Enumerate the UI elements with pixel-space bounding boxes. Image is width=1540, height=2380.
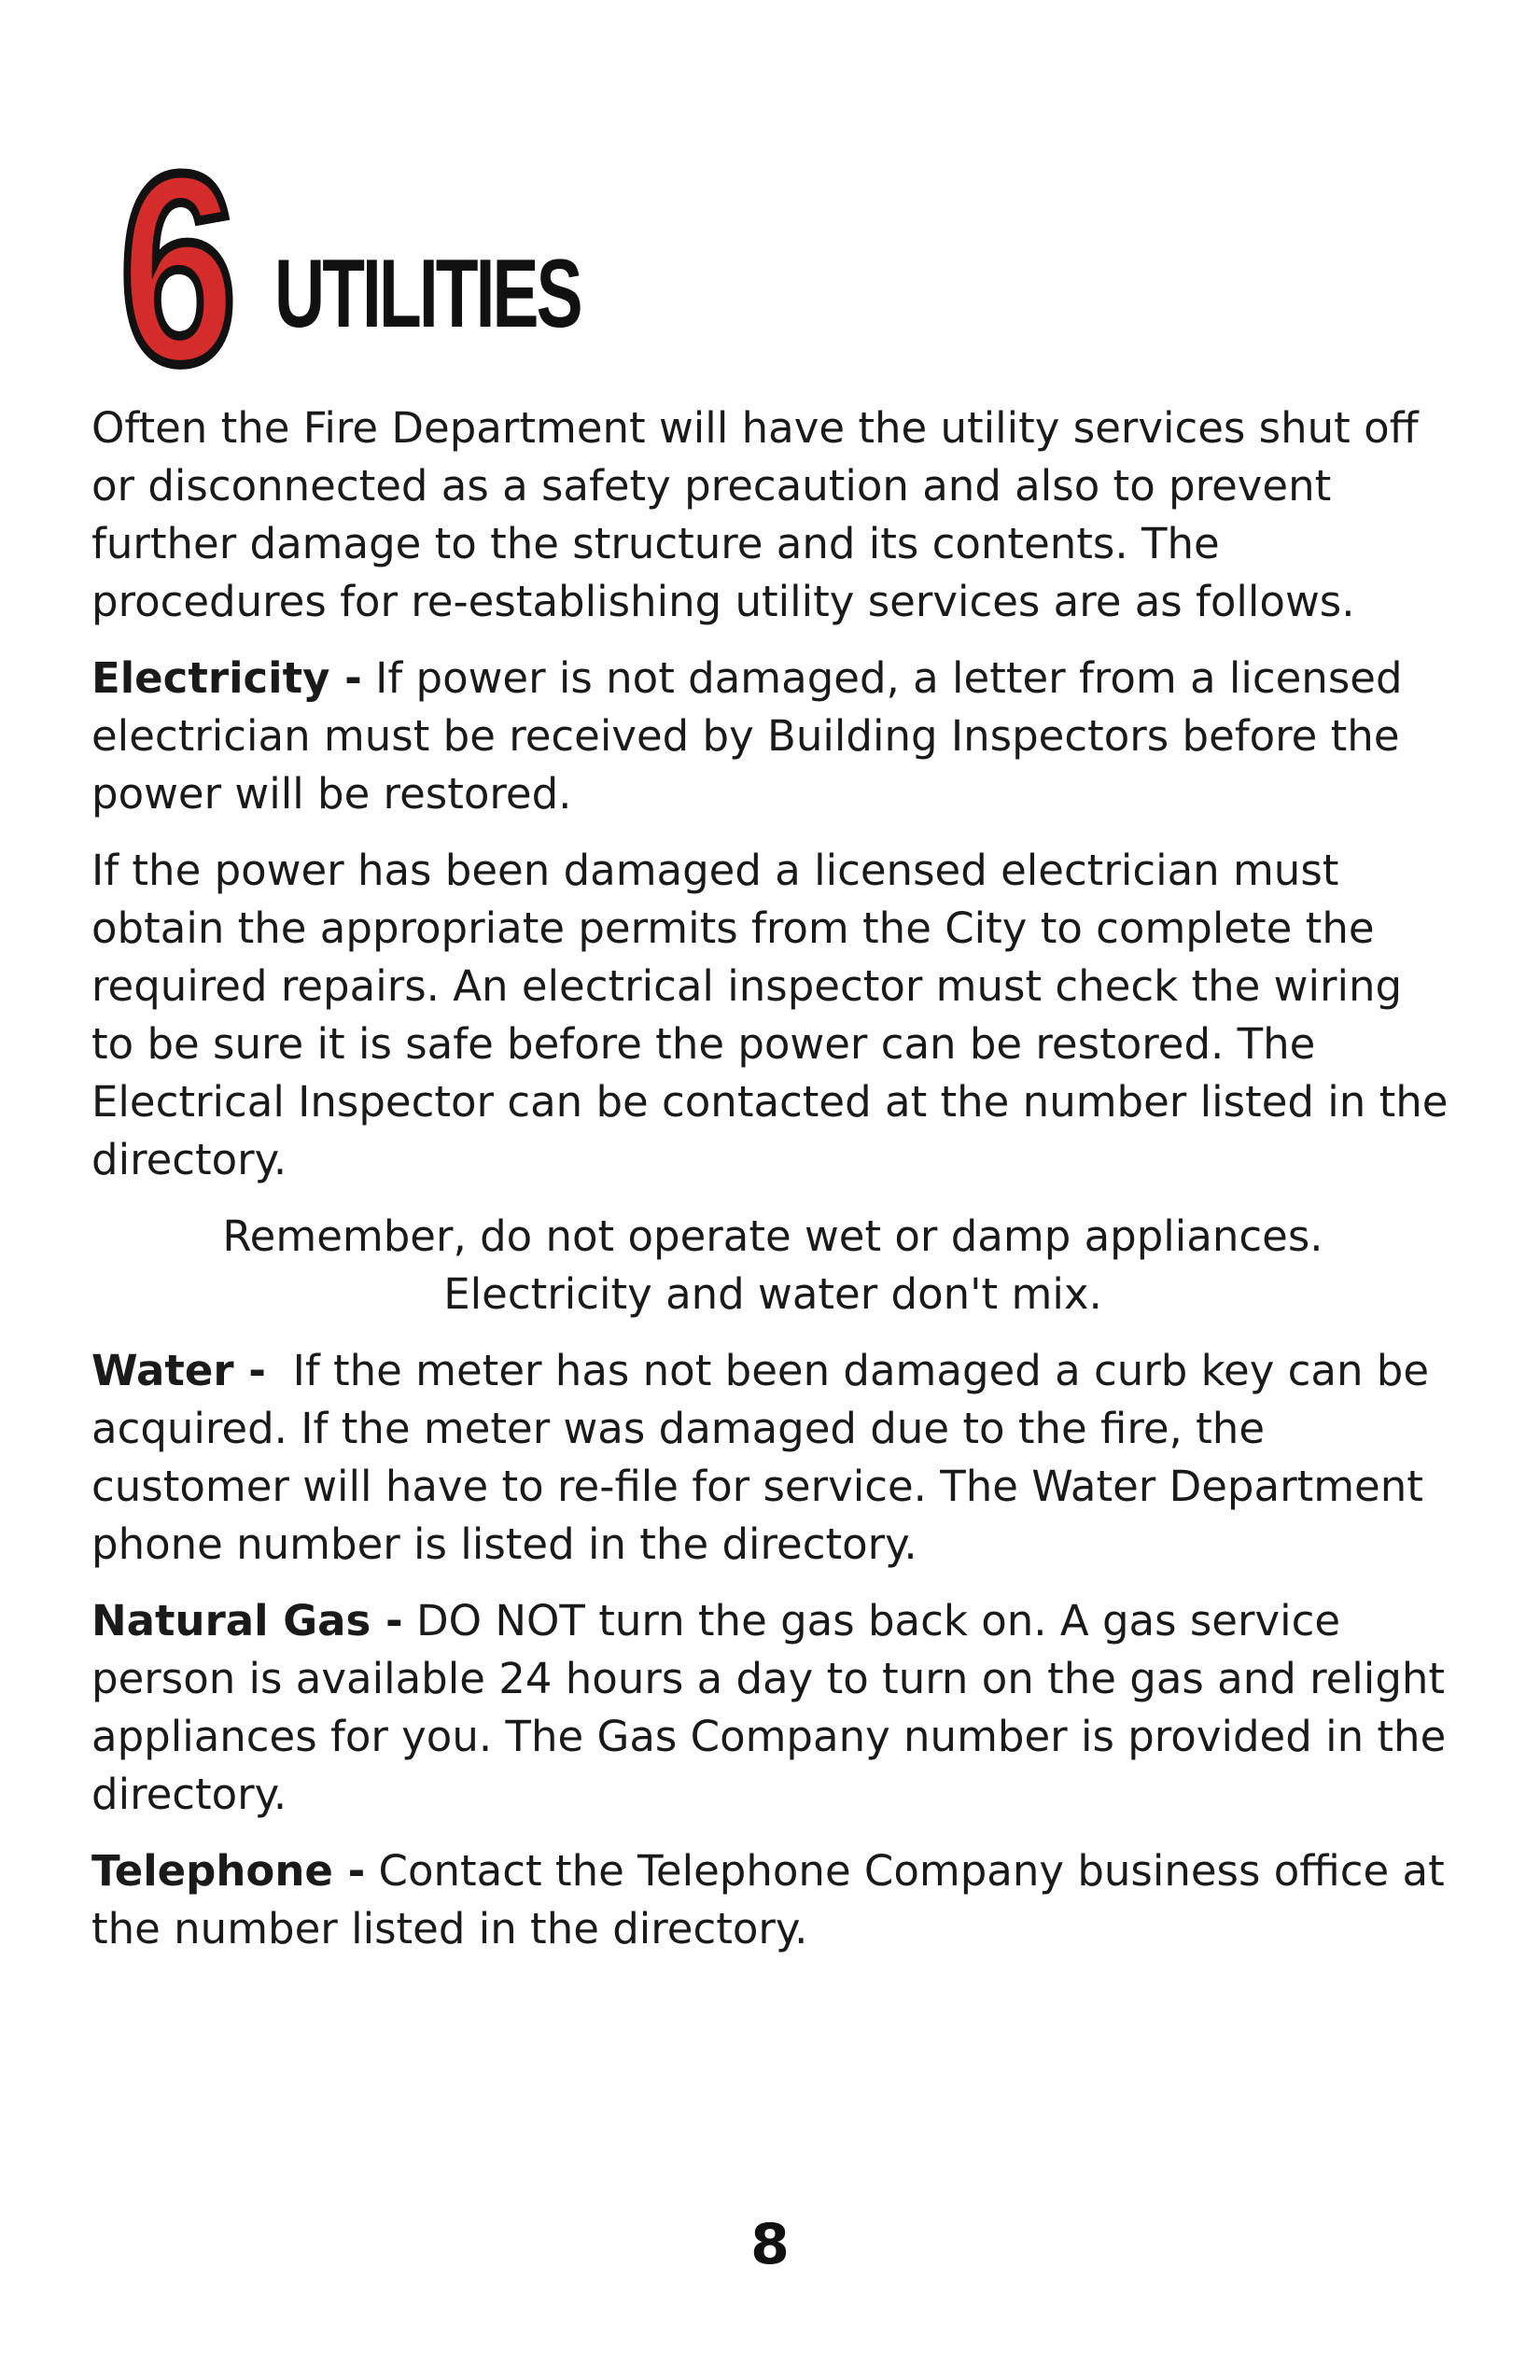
water-paragraph — [91, 1342, 1454, 1574]
chapter-title: UTILITIES — [274, 240, 581, 348]
electricity-paragraph — [91, 650, 1454, 823]
body-content — [91, 399, 1454, 1977]
electricity-text: If power is not damaged, a letter from a licensed electrician must be received by Building Inspectors before the power will be restored. — [91, 653, 1403, 819]
reminder-line-2: Electricity and water don't mix. — [443, 1269, 1102, 1319]
chapter-number: 6 — [119, 118, 231, 420]
water-text: If the meter has not been damaged a curb key can be acquired. If the meter was damaged due to the fire, the customer will have to re-file for service. The Water Department phone number is listed in the directory. — [91, 1346, 1443, 1569]
intro-paragraph: Often the Fire Department will have the utility services shut off or disconnected as a safety precaution and also to prevent further damage to the structure and its contents. The procedures for re-establishing utility services are as follows. — [91, 403, 1419, 626]
natural-gas-paragraph — [91, 1592, 1454, 1824]
page-number: 8 — [750, 2212, 790, 2277]
reminder-note — [91, 1208, 1454, 1323]
telephone-text: Contact the Telephone Company business office at the number listed in the directory. — [91, 1846, 1445, 1953]
chapter-header — [119, 118, 866, 420]
natural-gas-label: Natural Gas - — [91, 1596, 403, 1645]
electricity-label: Electricity - — [91, 653, 362, 703]
telephone-paragraph — [91, 1842, 1454, 1958]
electricity-damaged-paragraph: If the power has been damaged a licensed electrician must obtain the appropriate permits from the City to complete the required repairs. An electrical inspector must check the wiring to be sure it is safe before the power can be restored. The Electrical Inspector can be contacted at the number listed in the directory. — [91, 846, 1449, 1184]
reminder-line-1: Remember, do not operate wet or damp appliances. — [222, 1211, 1323, 1261]
natural-gas-text: DO NOT turn the gas back on. A gas service person is available 24 hours a day to turn on the gas and relight appliances for you. The Gas Company number is provided in the directory. — [91, 1596, 1447, 1819]
water-label: Water - — [91, 1346, 266, 1395]
telephone-label: Telephone - — [91, 1846, 366, 1896]
